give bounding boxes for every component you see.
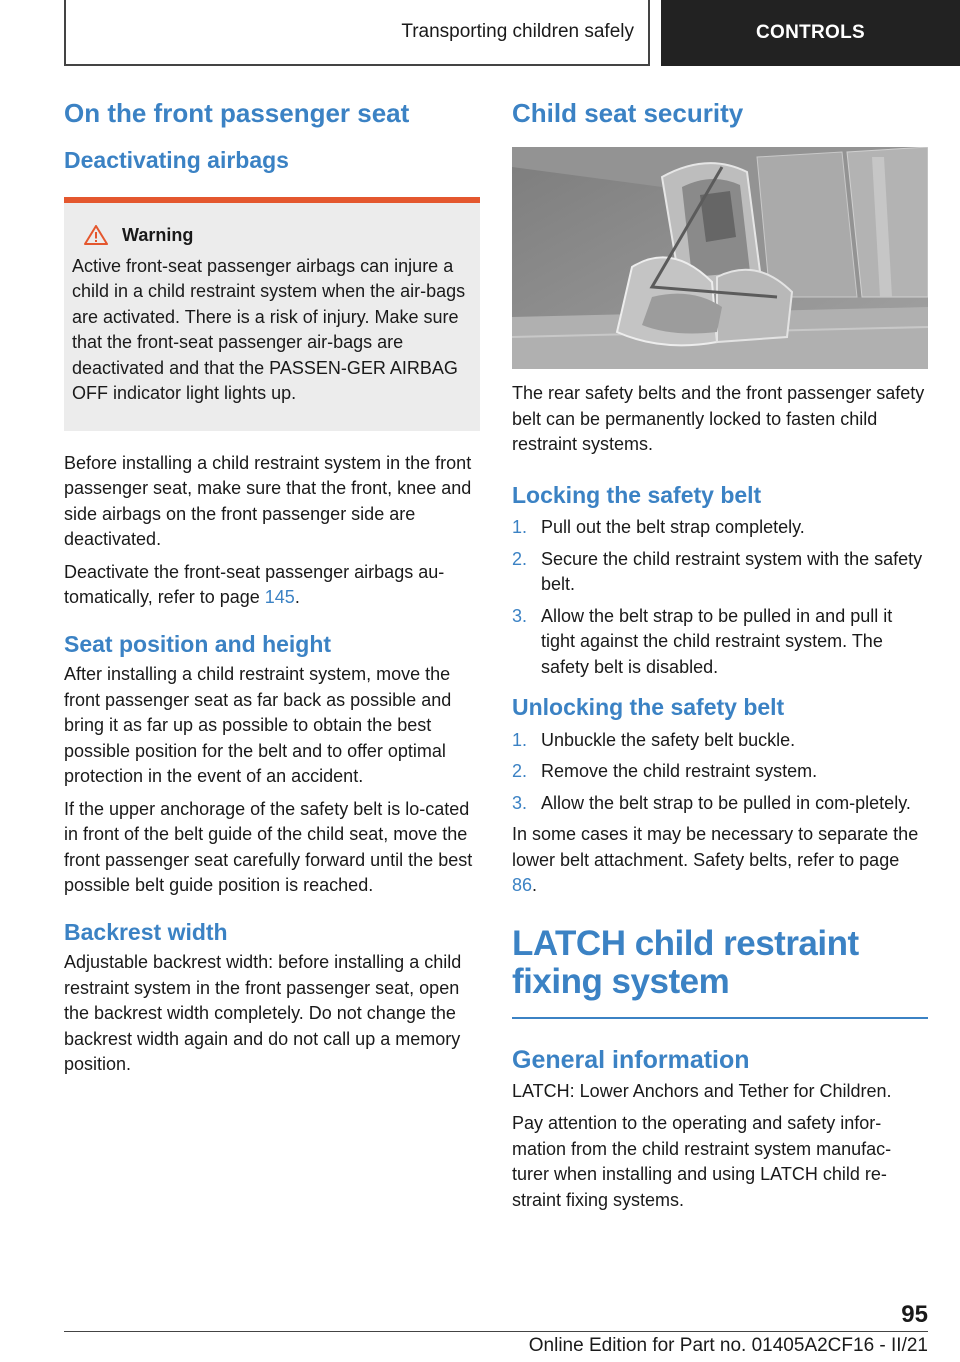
left-column	[64, 98, 480, 1078]
locking-steps-list	[512, 515, 928, 680]
paragraph: Adjustable backrest width: before installing a child restraint system in the front passenger seat, open the backrest width completely. Do not change the backrest width again and do not call up a memory position.	[64, 952, 462, 1075]
heading-seat-position: Seat position and height	[64, 630, 332, 657]
warning-text: Active front-seat passenger airbags can injure a child in a child restraint system when the air-bags are activated. There is a risk of injury. Make sure that the front-seat passenger air-bags are deactivated and that the PASSEN-GER AIRBAG OFF indicator light lights up.	[72, 255, 466, 404]
page-link-145[interactable]: 145	[264, 587, 295, 608]
list-item: 3. Allow the belt strap to be pulled in and pull it tight against the child restraint system. The safety belt is disabled.	[512, 605, 893, 677]
paragraph: The rear safety belts and the front passenger safety belt can be permanently locked to fasten child restraint systems.	[512, 383, 925, 455]
child-seat-illustration	[512, 147, 928, 369]
list-item: 2. Secure the child restraint system with the safety belt.	[512, 548, 923, 595]
heading-backrest-width: Backrest width	[64, 918, 228, 945]
heading-deactivating-airbags: Deactivating airbags	[64, 147, 289, 174]
heading-general-information: General information	[512, 1045, 750, 1074]
child-seat-photo-icon	[512, 147, 928, 369]
list-item: 3. Allow the belt strap to be pulled in com-pletely.	[512, 792, 911, 813]
warning-triangle-icon	[84, 225, 108, 245]
section-heading-latch: LATCH child restraint fixing system	[512, 923, 859, 1001]
paragraph-with-link: In some cases it may be necessary to separate the lower belt attachment. Safety belts, refer to page 86.	[512, 824, 919, 896]
paragraph: Before installing a child restraint system in the front passenger seat, make sure that the front, knee and side airbags on the front passenger side are deactivated.	[64, 452, 472, 550]
paragraph: LATCH: Lower Anchors and Tether for Children.	[512, 1080, 892, 1101]
right-column	[512, 98, 928, 1213]
chapter-tab[interactable]: CONTROLS	[661, 0, 960, 66]
heading-rule	[512, 1017, 928, 1019]
page-number: 95	[901, 1301, 928, 1328]
paragraph: If the upper anchorage of the safety belt is lo-cated in front of the belt guide of the child seat, move the front passenger seat carefully forward until the best possible belt guide position is reached.	[64, 798, 473, 896]
edition-note: Online Edition for Part no. 01405A2CF16 - II/21	[528, 1335, 928, 1356]
page-link-86[interactable]: 86	[512, 875, 533, 896]
section-heading-child-seat-security: Child seat security	[512, 98, 744, 128]
warning-header	[72, 225, 472, 246]
list-item: 1. Pull out the belt strap completely.	[512, 517, 805, 538]
paragraph: Pay attention to the operating and safety infor-mation from the child restraint system manufac-turer when installing and using LATCH child re-straint fixing systems.	[512, 1113, 892, 1210]
paragraph-with-link: Deactivate the front-seat passenger airbags au-tomatically, refer to page 145.	[64, 561, 445, 608]
unlocking-steps-list	[512, 728, 928, 817]
footer-rule	[64, 1331, 928, 1332]
page-header	[0, 0, 960, 66]
list-item: 2. Remove the child restraint system.	[512, 761, 818, 782]
heading-unlocking-belt: Unlocking the safety belt	[512, 694, 785, 721]
heading-locking-belt: Locking the safety belt	[512, 481, 762, 508]
list-item: 1. Unbuckle the safety belt buckle.	[512, 729, 796, 750]
section-title: Transporting children safely	[64, 0, 650, 66]
section-heading-front-seat: On the front passenger seat	[64, 98, 410, 128]
warning-box	[64, 197, 480, 431]
paragraph: After installing a child restraint system, move the front passenger seat as far back as possible and bring it as far up as possible to obtain the best possible position for the belt and to offer optimal protection in the event of an accident.	[64, 664, 452, 787]
warning-label: Warning	[122, 224, 194, 245]
